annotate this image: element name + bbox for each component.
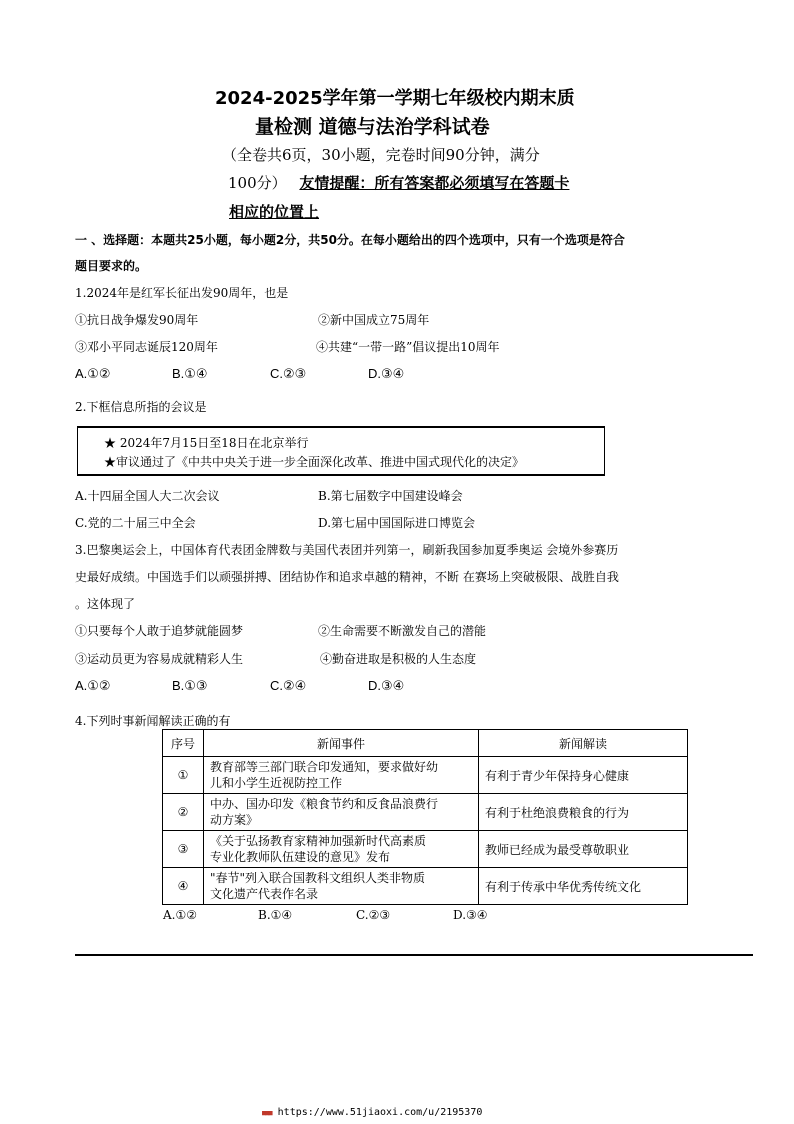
row-event xyxy=(204,757,479,794)
question-3-stem-line1: 3.巴黎奥运会上，中国体育代表团金牌数与美国代表团并列第一，刷新我国参加夏季奥运 会境外参赛历 xyxy=(75,543,619,557)
row-reading: 有利于传承中华优秀传统文化 xyxy=(479,868,688,905)
row-reading: 有利于杜绝浪费粮食的行为 xyxy=(479,794,688,831)
question-3-stem-line3: 。这体现了 xyxy=(75,597,136,611)
page-divider xyxy=(75,954,753,956)
question-2-option-d: D.第七届中国国际进口博览会 xyxy=(318,516,476,530)
question-2-info-box xyxy=(77,426,605,476)
question-4-choice-c: C.②③ xyxy=(356,908,391,922)
question-1-stem: 1.2024年是红军长征出发90周年，也是 xyxy=(75,286,289,300)
row-event-line2: 动方案》 xyxy=(210,813,259,827)
question-2-option-a: A.十四届全国人大二次会议 xyxy=(75,489,220,503)
question-1-item-2: ②新中国成立75周年 xyxy=(318,313,430,327)
row-event-line1: 《关于弘扬教育家精神加强新时代高素质 xyxy=(210,834,427,848)
question-3-choice-a: A.①② xyxy=(75,678,111,693)
section-heading: 一 、选择题：本题共25小题，每小题2分，共50分。在每小题给出的四个选项中，只有一个选项是符合 xyxy=(75,233,625,247)
question-1-choice-d: D.③④ xyxy=(368,366,405,381)
row-number: ② xyxy=(163,794,204,831)
row-event-line2: 专业化教师队伍建设的意见》发布 xyxy=(210,850,391,864)
reminder-note-cont: 相应的位置上 xyxy=(229,203,320,221)
row-event-line2: 儿和小学生近视防控工作 xyxy=(210,776,343,790)
question-3-choice-c: C.②④ xyxy=(270,678,307,693)
question-3-item-4: ④勤奋进取是积极的人生态度 xyxy=(320,652,477,666)
column-header-reading: 新闻解读 xyxy=(479,730,688,757)
question-4-choice-a: A.①② xyxy=(163,908,197,922)
column-header-event: 新闻事件 xyxy=(204,730,479,757)
row-reading: 教师已经成为最受尊敬职业 xyxy=(479,831,688,868)
question-1-item-4: ④共建“一带一路”倡议提出10周年 xyxy=(316,340,500,354)
row-event-line1: 中办、国办印发《粮食节约和反食品浪费行 xyxy=(210,797,439,811)
news-table xyxy=(162,729,688,905)
question-3-choice-d: D.③④ xyxy=(368,678,405,693)
question-3-stem-line2: 史最好成绩。中国选手们以顽强拼搏、团结协作和追求卓越的精神，不断 在赛场上突破极限、战胜自我 xyxy=(75,570,619,584)
table-row xyxy=(163,868,688,905)
row-reading: 有利于青少年保持身心健康 xyxy=(479,757,688,794)
row-number: ① xyxy=(163,757,204,794)
question-2-option-b: B.第七届数字中国建设峰会 xyxy=(318,489,463,503)
question-4-choice-b: B.①④ xyxy=(258,908,293,922)
question-2-stem: 2.下框信息所指的会议是 xyxy=(75,400,207,414)
exam-title-line2: 量检测 道德与法治学科试卷 xyxy=(255,116,490,138)
section-heading-cont: 题目要求的。 xyxy=(75,259,148,273)
exam-title-line1: 2024-2025学年第一学期七年级校内期末质 xyxy=(215,88,575,109)
info-box-line-2: ★审议通过了《中共中央关于进一步全面深化改革、推进中国式现代化的决定》 xyxy=(104,455,525,469)
footer-url[interactable]: https://www.51jiaoxi.com/u/2195370 xyxy=(277,1107,483,1118)
row-event xyxy=(204,831,479,868)
table-row xyxy=(163,831,688,868)
question-4-choice-d: D.③④ xyxy=(453,908,488,922)
row-event-line1: "春节"列入联合国教科文组织人类非物质 xyxy=(210,871,426,885)
site-logo: ■■■ xyxy=(262,1109,272,1117)
row-number: ③ xyxy=(163,831,204,868)
row-event xyxy=(204,868,479,905)
question-3-item-3: ③运动员更为容易成就精彩人生 xyxy=(75,652,244,666)
column-header-number: 序号 xyxy=(163,730,204,757)
question-1-choice-b: B.①④ xyxy=(172,366,208,381)
question-3-item-1: ①只要每个人敢于追梦就能圆梦 xyxy=(75,624,244,638)
row-event-line1: 教育部等三部门联合印发通知，要求做好幼 xyxy=(210,760,439,774)
question-2-option-c: C.党的二十届三中全会 xyxy=(75,516,196,530)
footer xyxy=(262,1107,482,1118)
table-row xyxy=(163,757,688,794)
info-box-line-1: ★ 2024年7月15日至18日在北京举行 xyxy=(104,436,309,450)
question-3-choice-b: B.①③ xyxy=(172,678,208,693)
score-note: 100分） xyxy=(228,174,287,192)
table-header-row xyxy=(163,730,688,757)
row-event xyxy=(204,794,479,831)
question-3-item-2: ②生命需要不断激发自己的潜能 xyxy=(318,624,487,638)
row-event-line2: 文化遗产代表作名录 xyxy=(210,887,319,901)
exam-info-line1: （全卷共6页，30小题，完卷时间90分钟，满分 xyxy=(222,146,540,164)
question-4-stem: 4.下列时事新闻解读正确的有 xyxy=(75,714,231,728)
question-1-item-1: ①抗日战争爆发90周年 xyxy=(75,313,199,327)
question-1-item-3: ③邓小平同志诞辰120周年 xyxy=(75,340,218,354)
row-number: ④ xyxy=(163,868,204,905)
reminder-note: 友情提醒：所有答案都必须填写在答题卡 xyxy=(299,174,570,192)
table-row xyxy=(163,794,688,831)
question-1-choice-a: A.①② xyxy=(75,366,111,381)
question-1-choice-c: C.②③ xyxy=(270,366,307,381)
exam-info-line2 xyxy=(228,172,569,193)
